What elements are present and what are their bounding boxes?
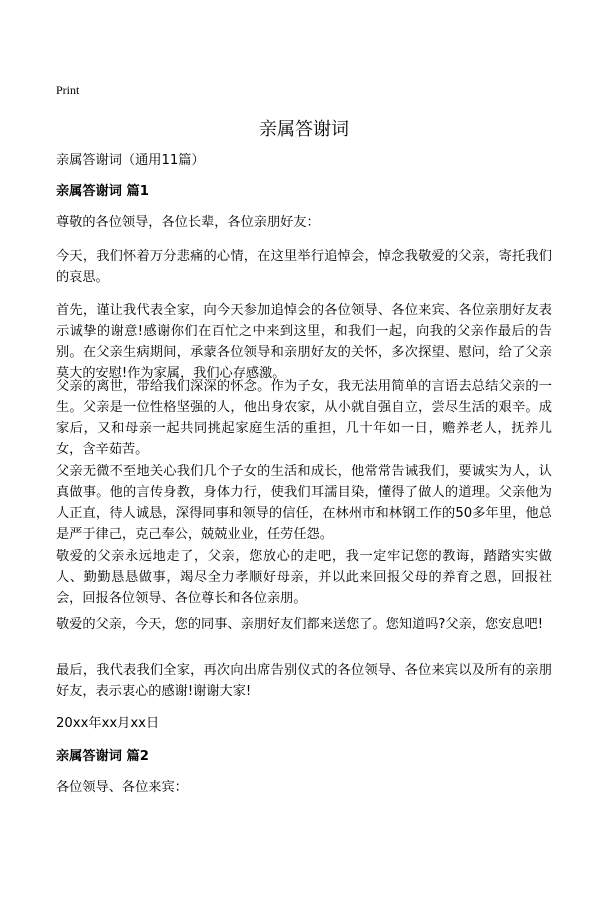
paragraph-thanks: 首先，谨让我代表全家，向今天参加追悼会的各位领导、各位来宾、各位亲朋好友表示诚挚的谢意!感谢你们在百忙之中来到这里，和我们一起，向我的父亲作最后的告别。在父亲生病期间，承蒙各位领导和亲朋好友的关怀，多次探望、慰问，给了父亲莫大的安慰!作为家属，我们心存感激。 — [56, 303, 552, 381]
salutation-paragraph-2: 各位领导、各位来宾： — [56, 780, 188, 795]
paragraph-closing: 最后，我代表我们全家，再次向出席告别仪式的各位领导、各位来宾以及所有的亲朋好友，表示衷心的感谢!谢谢大家! — [56, 663, 552, 699]
date-line: 20xx年xx月xx日 — [56, 716, 160, 731]
paragraph-opening: 今天，我们怀着万分悲痛的心情，在这里举行追悼会，悼念我敬爱的父亲，寄托我们的哀思。 — [56, 249, 552, 285]
paragraph-farewell: 敬爱的父亲永远地走了，父亲，您放心的走吧，我一定牢记您的教诲，踏踏实实做人、勤勤恳恳做事，竭尽全力孝顺好母亲，并以此来回报父母的养育之恩，回报社会，回报各位领导、各位尊长和各位亲朋。 — [56, 549, 552, 606]
document-title: 亲属答谢词 — [259, 119, 349, 140]
section-heading-1: 亲属答谢词 篇1 — [56, 184, 149, 199]
print-label[interactable]: Print — [56, 83, 80, 97]
salutation-paragraph: 尊敬的各位领导，各位长辈，各位亲朋好友： — [56, 215, 320, 230]
document-subtitle: 亲属答谢词（通用11篇） — [56, 153, 205, 168]
paragraph-upbringing: 父亲无微不至地关心我们几个子女的生活和成长，他常常告诫我们，要诚实为人，认真做事。他的言传身教，身体力行，使我们耳濡目染，懂得了做人的道理。父亲他为人正直，待人诚恳，深得同事和领导的信任，在林州市和林钢工作的50多年里，他总是严于律己，克己奉公，兢兢业业，任劳任怨。 — [56, 464, 552, 542]
paragraph-remembrance: 父亲的离世，带给我们深深的怀念。作为子女，我无法用简单的言语去总结父亲的一生。父亲是一位性格坚强的人，他出身农家，从小就自强自立，尝尽生活的艰辛。成家后，又和母亲一起共同挑起家庭生活的重担，几十年如一日，赡养老人，抚养儿女，含辛茹苦。 — [56, 379, 552, 457]
section-heading-2: 亲属答谢词 篇2 — [56, 749, 149, 764]
paragraph-rest-in-peace: 敬爱的父亲，今天，您的同事、亲朋好友们都来送您了。您知道吗?父亲，您安息吧! — [56, 617, 544, 632]
